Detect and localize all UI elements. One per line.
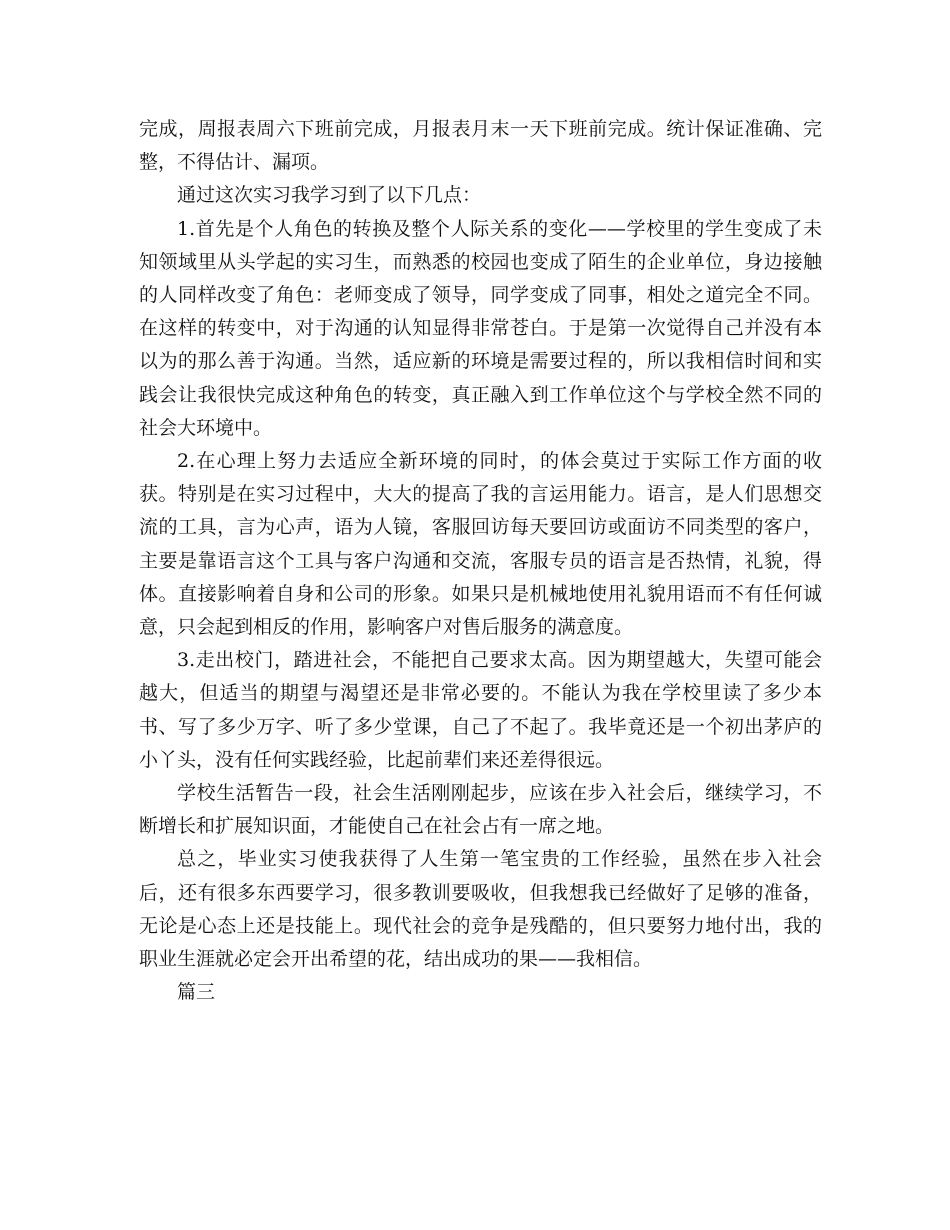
- paragraph-continue-learning: 学校生活暂告一段，社会生活刚刚起步，应该在步入社会后，继续学习，不断增长和扩展知识面，才能使自己在社会占有一席之地。: [139, 782, 822, 838]
- paragraph-continued-report-schedule: 完成，周报表周六下班前完成，月报表月末一天下班前完成。统计保证准确、完整，不得估计、漏项。: [139, 118, 822, 174]
- section-heading-part-three: 篇三: [177, 981, 216, 1004]
- paragraph-learning-intro: 通过这次实习我学习到了以下几点：: [177, 184, 482, 207]
- paragraph-point-3-expectations: 3.走出校门，踏进社会，不能把自己要求太高。因为期望越大，失望可能会越大，但适当的期望与渴望还是非常必要的。不能认为我在学校里读了多少本书、写了多少万字、听了多少堂课，自己了不起了。我毕竟还是一个初出茅庐的小丫头，没有任何实践经验，比起前辈们来还差得很远。: [139, 649, 822, 771]
- paragraph-conclusion: 总之，毕业实习使我获得了人生第一笔宝贵的工作经验，虽然在步入社会后，还有很多东西要学习，很多教训要吸收，但我想我已经做好了足够的准备，无论是心态上还是技能上。现代社会的竞争是残酷的，但只要努力地付出，我的职业生涯就必定会开出希望的花，结出成功的果——我相信。: [139, 848, 822, 971]
- document-body: [139, 113, 822, 1009]
- paragraph-point-2-language-skills: 2.在心理上努力去适应全新环境的同时，的体会莫过于实际工作方面的收获。特别是在实习过程中，大大的提高了我的言运用能力。语言，是人们思想交流的工具，言为心声，语为人镜，客服回访每天要回访或面访不同类型的客户，主要是靠语言这个工具与客户沟通和交流，客服专员的语言是否热情，礼貌，得体。直接影响着自身和公司的形象。如果只是机械地使用礼貌用语而不有任何诚意，只会起到相反的作用，影响客户对售后服务的满意度。: [139, 450, 822, 639]
- paragraph-point-1-role-change: 1.首先是个人角色的转换及整个人际关系的变化——学校里的学生变成了未知领域里从头学起的实习生，而熟悉的校园也变成了陌生的企业单位，身边接触的人同样改变了角色：老师变成了领导，同学变成了同事，相处之道完全不同。在这样的转变中，对于沟通的认知显得非常苍白。于是第一次觉得自己并没有本以为的那么善于沟通。当然，适应新的环境是需要过程的，所以我相信时间和实践会让我很快完成这种角色的转变，真正融入到工作单位这个与学校全然不同的社会大环境中。: [139, 217, 822, 439]
